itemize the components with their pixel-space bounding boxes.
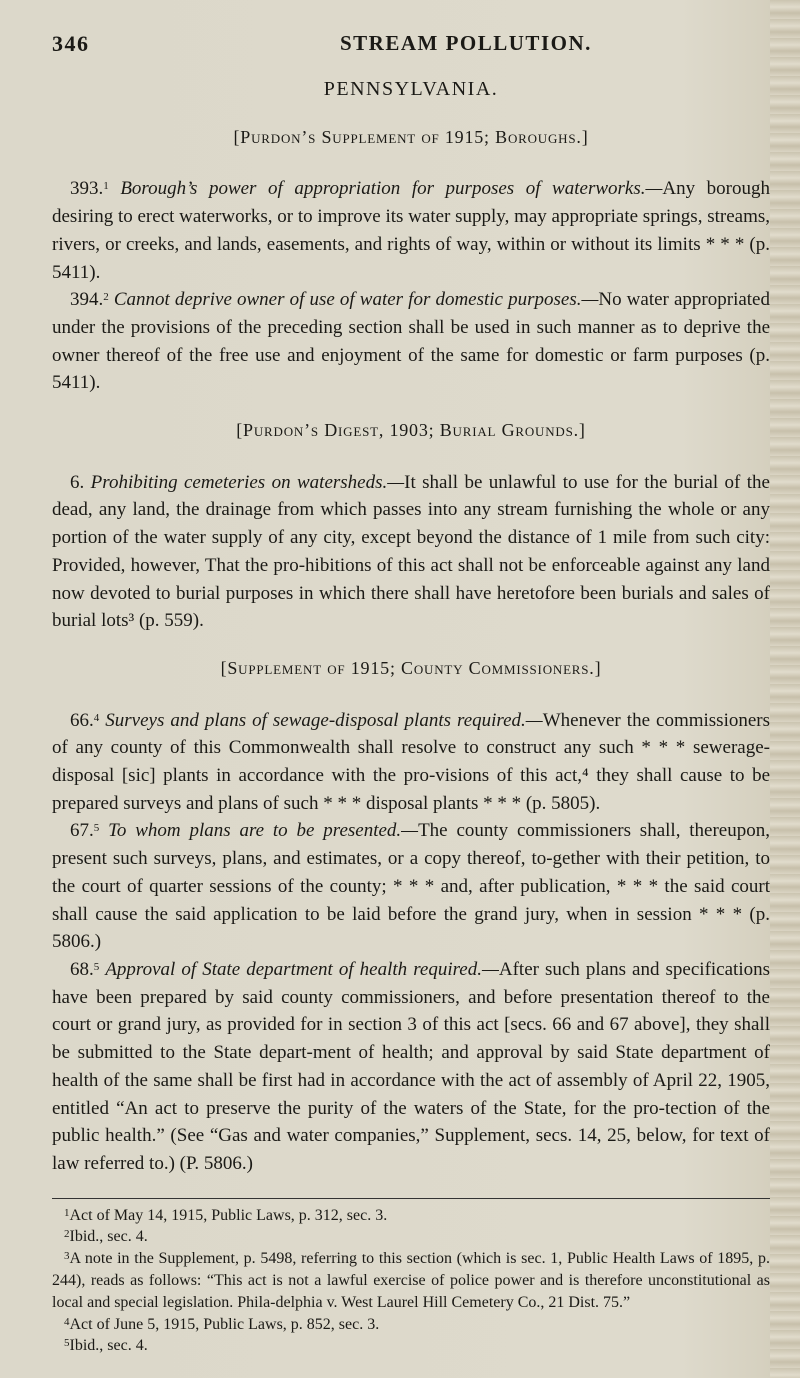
section-heading: Surveys and plans of sewage-disposal plants required.— <box>105 709 543 731</box>
footnote-text: A note in the Supplement, p. 5498, referring to this section (which is sec. 1, Public Health Laws of 1895, p. 244), reads as follows: “This act is not a lawful exercise of police power and is therefore unconstitutional as local and special legislation. Phila-delphia v. West Laurel Hill Cemetery Co., 21 Dist. 75.” <box>52 1250 770 1311</box>
section-text: No water appropriated under the provisions of the preceding section shall be used in such manner as to deprive the owner thereof of the free use and enjoyment of the same for domestic or farm purposes (p. 5411). <box>52 289 770 394</box>
footnote-text: Act of May 14, 1915, Public Laws, p. 312, sec. 3. <box>69 1206 388 1224</box>
section-text: Any borough desiring to erect waterworks, or to improve its water supply, may appropriate springs, streams, rivers, or creeks, and lands, easements, and rights of way, within or without its limits * * * (p. 5411). <box>52 178 770 283</box>
state-heading: PENNSYLVANIA. <box>323 78 499 100</box>
statute-paragraph <box>52 817 770 956</box>
section-heading: Approval of State department of health required.— <box>105 958 499 980</box>
section-heading: Prohibiting cemeteries on watersheds.— <box>90 471 405 493</box>
footnote <box>52 1314 770 1336</box>
statute-paragraph <box>52 286 770 397</box>
footnote-ref: 2 <box>103 291 109 304</box>
footnote <box>52 1205 770 1227</box>
section-text: Whenever the commissioners of any county of this Commonwealth shall resolve to construct any such * * * sewerage-disposal [sic] plants in accordance with the pro-visions of this act,⁴ they shall cause to be prepared surveys and plans of such * * * disposal plants * * * (p. 5805). <box>52 709 771 814</box>
section-number: 6. <box>70 471 85 493</box>
section-text: It shall be unlawful to use for the burial of the dead, any land, the drainage from which passes into any stream furnishing the whole or any portion of the water supply of any city, except beyond the distance of 1 mile from such city: Provided, however, That the pro-hibitions of this act shall not be enforceable against any land now devoted to burial purposes in which there shall have heretofore been burials and sales of burial lots³ (p. 559). <box>52 471 770 632</box>
footnote-mark: 4 <box>64 1315 70 1328</box>
section-heading: Borough’s power of appropriation for purposes of waterworks.— <box>120 178 663 200</box>
footnote-mark: 3 <box>64 1250 70 1263</box>
footnote <box>52 1248 770 1313</box>
footnote-ref: 5 <box>93 960 100 973</box>
footnote-ref: 4 <box>93 711 100 724</box>
section-citation: [Purdon’s Digest, 1903; Burial Grounds.] <box>236 420 586 441</box>
section-number: 393. <box>70 178 104 200</box>
section-number: 67. <box>70 820 94 842</box>
footnote-ref: 1 <box>103 180 109 193</box>
footnote-divider <box>52 1198 770 1199</box>
section-number: 66. <box>70 709 94 731</box>
footnote-mark: 5 <box>64 1337 70 1350</box>
statute-paragraph <box>52 175 770 286</box>
page-content <box>52 30 770 1357</box>
section-number: 394. <box>70 289 104 311</box>
statute-paragraph <box>52 956 770 1178</box>
section-heading: Cannot deprive owner of use of water for domestic purposes.— <box>113 289 599 311</box>
running-title: STREAM POLLUTION. <box>340 31 592 55</box>
footnote-text: Ibid., sec. 4. <box>69 1337 148 1355</box>
footnote <box>52 1226 770 1248</box>
statute-paragraph <box>52 469 770 635</box>
page-edge-shadow <box>770 0 800 1378</box>
section-citation: [Purdon’s Supplement of 1915; Boroughs.] <box>233 126 589 147</box>
footnote <box>52 1335 770 1357</box>
footnote-text: Ibid., sec. 4. <box>69 1228 148 1246</box>
statute-paragraph <box>52 707 770 818</box>
footnote-text: Act of June 5, 1915, Public Laws, p. 852, sec. 3. <box>69 1315 380 1333</box>
running-header <box>52 30 770 60</box>
section-heading: To whom plans are to be presented.— <box>108 820 419 842</box>
section-text: After such plans and specifications have been prepared by said county commissioners, and before presentation thereof to the court or grand jury, as provided for in section 3 of this act [secs. 66 and 67 above], they shall be submitted to the State depart-ment of health; and approval by said State department of health of the same shall be first had in accordance with the act of assembly of April 22, 1905, entitled “An act to preserve the purity of the waters of the State, for the pro-tection of the public health.” (See “Gas and water companies,” Supplement, secs. 14, 25, below, for text of law referred to.) (P. 5806.) <box>52 958 770 1174</box>
section-number: 68. <box>70 958 94 980</box>
footnote-mark: 1 <box>64 1206 70 1219</box>
footnote-ref: 5 <box>93 822 100 835</box>
footnote-mark: 2 <box>64 1228 70 1241</box>
section-text: The county commissioners shall, thereupon, present such surveys, plans, and estimates, or a copy thereof, to-gether with their petition, to the court of quarter sessions of the county; * * * and, after publication, * * * the said court shall cause the said application to be laid before the grand jury, when in session * * * (p. 5806.) <box>52 820 770 953</box>
footnotes <box>52 1205 770 1358</box>
page-number: 346 <box>52 31 90 56</box>
section-citation: [Supplement of 1915; County Commissioners.] <box>220 657 602 678</box>
